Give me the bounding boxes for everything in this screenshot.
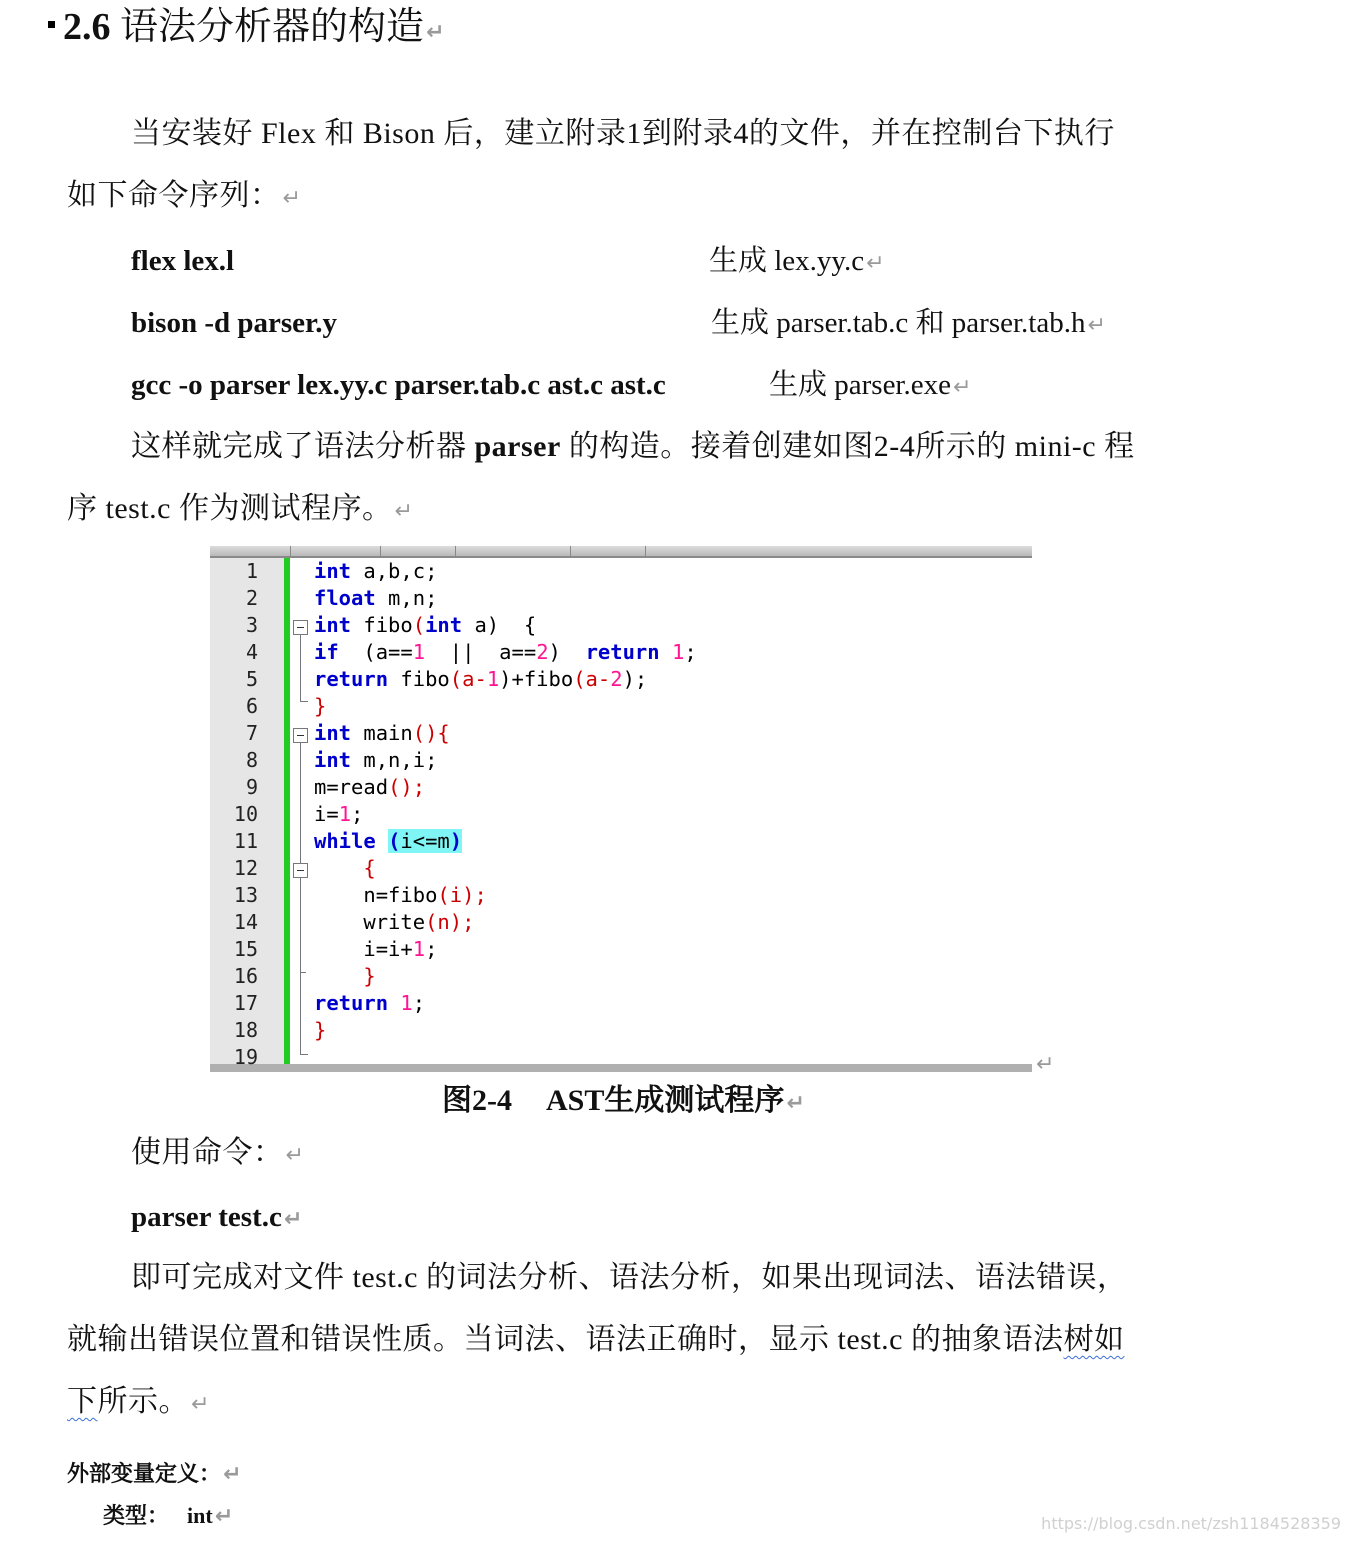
editor-tab-strip bbox=[210, 546, 1032, 558]
line-number: 17 bbox=[233, 991, 258, 1015]
paragraph-mark: ↵ bbox=[214, 1504, 234, 1529]
paragraph-mark: ↵ bbox=[394, 499, 414, 524]
line-number: 2 bbox=[245, 586, 258, 610]
line-number: 16 bbox=[233, 964, 258, 988]
code-line: { bbox=[314, 856, 376, 880]
command-gcc: gcc -o parser lex.yy.c parser.tab.c ast.c ast.c bbox=[131, 369, 666, 401]
paragraph-mark: ↵ bbox=[191, 1392, 210, 1417]
ast-type-value: int bbox=[187, 1503, 213, 1528]
usage-command: parser test.c bbox=[131, 1201, 282, 1233]
parser-bold: parser bbox=[474, 430, 561, 463]
line-number: 9 bbox=[245, 775, 258, 799]
usage-label-line bbox=[131, 1135, 304, 1174]
line-number: 4 bbox=[245, 640, 258, 664]
fold-collapse-icon[interactable] bbox=[293, 620, 308, 635]
usage-label: 使用命令： bbox=[131, 1136, 284, 1169]
line-number: 19 bbox=[233, 1045, 258, 1069]
result-line-1 bbox=[131, 1260, 1127, 1296]
ast-type-label: 类型： bbox=[103, 1503, 170, 1528]
code-line: } bbox=[314, 1018, 327, 1042]
intro-text-2: 如下命令序列： bbox=[67, 179, 281, 212]
line-number: 5 bbox=[245, 667, 258, 691]
command-bison-result bbox=[711, 305, 1106, 344]
paragraph-mark: ↵ bbox=[786, 1091, 805, 1116]
code-line: n=fibo(i); bbox=[314, 883, 487, 907]
after-commands-line-1 bbox=[131, 429, 1135, 465]
line-number: 8 bbox=[245, 748, 258, 772]
fold-guide-end bbox=[300, 701, 308, 702]
line-number: 18 bbox=[233, 1018, 258, 1042]
paragraph-mark: ↵ bbox=[223, 1462, 242, 1487]
code-line: m=read(); bbox=[314, 775, 426, 799]
after-commands-line-2 bbox=[67, 491, 413, 530]
paragraph-mark: ↵ bbox=[283, 1207, 303, 1232]
code-line: write(n); bbox=[314, 910, 475, 934]
section-number: 2.6 bbox=[63, 6, 111, 48]
paragraph-mark: ↵ bbox=[866, 251, 885, 276]
line-number: 6 bbox=[245, 694, 258, 718]
result-text: 生成 parser.tab.c 和 parser.tab.h bbox=[711, 307, 1086, 339]
code-line: return 1; bbox=[314, 991, 426, 1015]
section-heading bbox=[48, 4, 444, 56]
code-line: if (a==1 || a==2) return 1; bbox=[314, 640, 697, 664]
result-text-2: 就输出错误位置和错误性质。当词法、语法正确时，显示 test.c 的抽象语法 bbox=[67, 1323, 1064, 1356]
code-screenshot bbox=[210, 546, 1032, 1072]
code-line: return fibo(a-1)+fibo(a-2); bbox=[314, 667, 648, 691]
grammar-flag-text: 下 bbox=[67, 1385, 98, 1418]
code-line: i=i+1; bbox=[314, 937, 438, 961]
paragraph-mark: ↵ bbox=[1036, 1052, 1055, 1077]
result-text: 生成 lex.yy.c bbox=[709, 245, 865, 277]
ast-output-line-2 bbox=[103, 1501, 233, 1532]
command-flex-result bbox=[709, 243, 885, 282]
after-text-3: 序 test.c 作为测试程序。 bbox=[67, 492, 393, 525]
fold-guide bbox=[300, 878, 301, 972]
command-flex: flex lex.l bbox=[131, 245, 235, 277]
result-text-1: 即可完成对文件 test.c 的词法分析、语法分析，如果出现词法、语法错误， bbox=[131, 1261, 1128, 1294]
editor-bottom-bar bbox=[210, 1064, 1032, 1072]
paragraph-mark: ↵ bbox=[285, 1143, 305, 1168]
line-number: 15 bbox=[233, 937, 258, 961]
code-line: while (i<=m) bbox=[314, 829, 463, 853]
code-line: i=1; bbox=[314, 802, 364, 826]
line-number: 11 bbox=[233, 829, 258, 853]
fold-collapse-icon[interactable] bbox=[293, 728, 308, 743]
ast-external-var-label: 外部变量定义： bbox=[67, 1461, 222, 1486]
paragraph-mark: ↵ bbox=[282, 186, 302, 211]
command-bison: bison -d parser.y bbox=[131, 307, 338, 339]
intro-line-1 bbox=[131, 116, 1115, 152]
fold-guide-end bbox=[300, 1054, 308, 1055]
paragraph-mark: ↵ bbox=[1087, 313, 1106, 338]
after-text-1: 这样就完成了语法分析器 bbox=[131, 430, 475, 463]
code-line: int main(){ bbox=[314, 721, 450, 745]
code-line: float m,n; bbox=[314, 586, 438, 610]
code-line: int m,n,i; bbox=[314, 748, 438, 772]
usage-command-line bbox=[131, 1199, 302, 1238]
result-text: 生成 parser.exe bbox=[769, 369, 951, 401]
section-title: 语法分析器的构造 bbox=[120, 6, 425, 48]
code-line: } bbox=[314, 694, 327, 718]
code-line: int fibo(int a) { bbox=[314, 613, 537, 637]
line-number: 12 bbox=[233, 856, 258, 880]
line-number: 14 bbox=[233, 910, 258, 934]
figure-caption bbox=[442, 1082, 805, 1123]
figure-title: AST生成测试程序 bbox=[546, 1084, 785, 1117]
code-line: } bbox=[314, 964, 376, 988]
paragraph-mark: ↵ bbox=[426, 20, 445, 45]
heading-bullet bbox=[48, 21, 55, 28]
line-number: 10 bbox=[233, 802, 258, 826]
grammar-flag-text: 树如 bbox=[1063, 1323, 1125, 1356]
result-text-3: 所示。 bbox=[97, 1385, 189, 1418]
command-gcc-result bbox=[769, 367, 971, 406]
fold-guide bbox=[300, 972, 301, 1054]
result-line-3 bbox=[67, 1384, 210, 1423]
code-line: int a,b,c; bbox=[314, 559, 438, 583]
fold-collapse-icon[interactable] bbox=[293, 863, 308, 878]
line-number: 1 bbox=[245, 559, 258, 583]
after-text-2: 的构造。接着创建如图2-4所示的 mini-c 程 bbox=[560, 430, 1135, 463]
figure-label: 图2-4 bbox=[442, 1084, 512, 1117]
ast-output-line-1 bbox=[67, 1459, 241, 1490]
fold-guide bbox=[300, 743, 301, 863]
line-number: 7 bbox=[245, 721, 258, 745]
fold-guide bbox=[300, 635, 301, 701]
intro-text-1: 当安装好 Flex 和 Bison 后，建立附录1到附录4的文件，并在控制台下执行 bbox=[131, 117, 1115, 150]
intro-line-2 bbox=[67, 178, 301, 217]
paragraph-mark: ↵ bbox=[953, 375, 972, 400]
line-number: 3 bbox=[245, 613, 258, 637]
change-marker-bar bbox=[284, 558, 290, 1064]
result-line-2 bbox=[67, 1322, 1124, 1358]
line-number: 13 bbox=[233, 883, 258, 907]
watermark: https://blog.csdn.net/zsh1184528359 bbox=[1041, 1514, 1341, 1533]
